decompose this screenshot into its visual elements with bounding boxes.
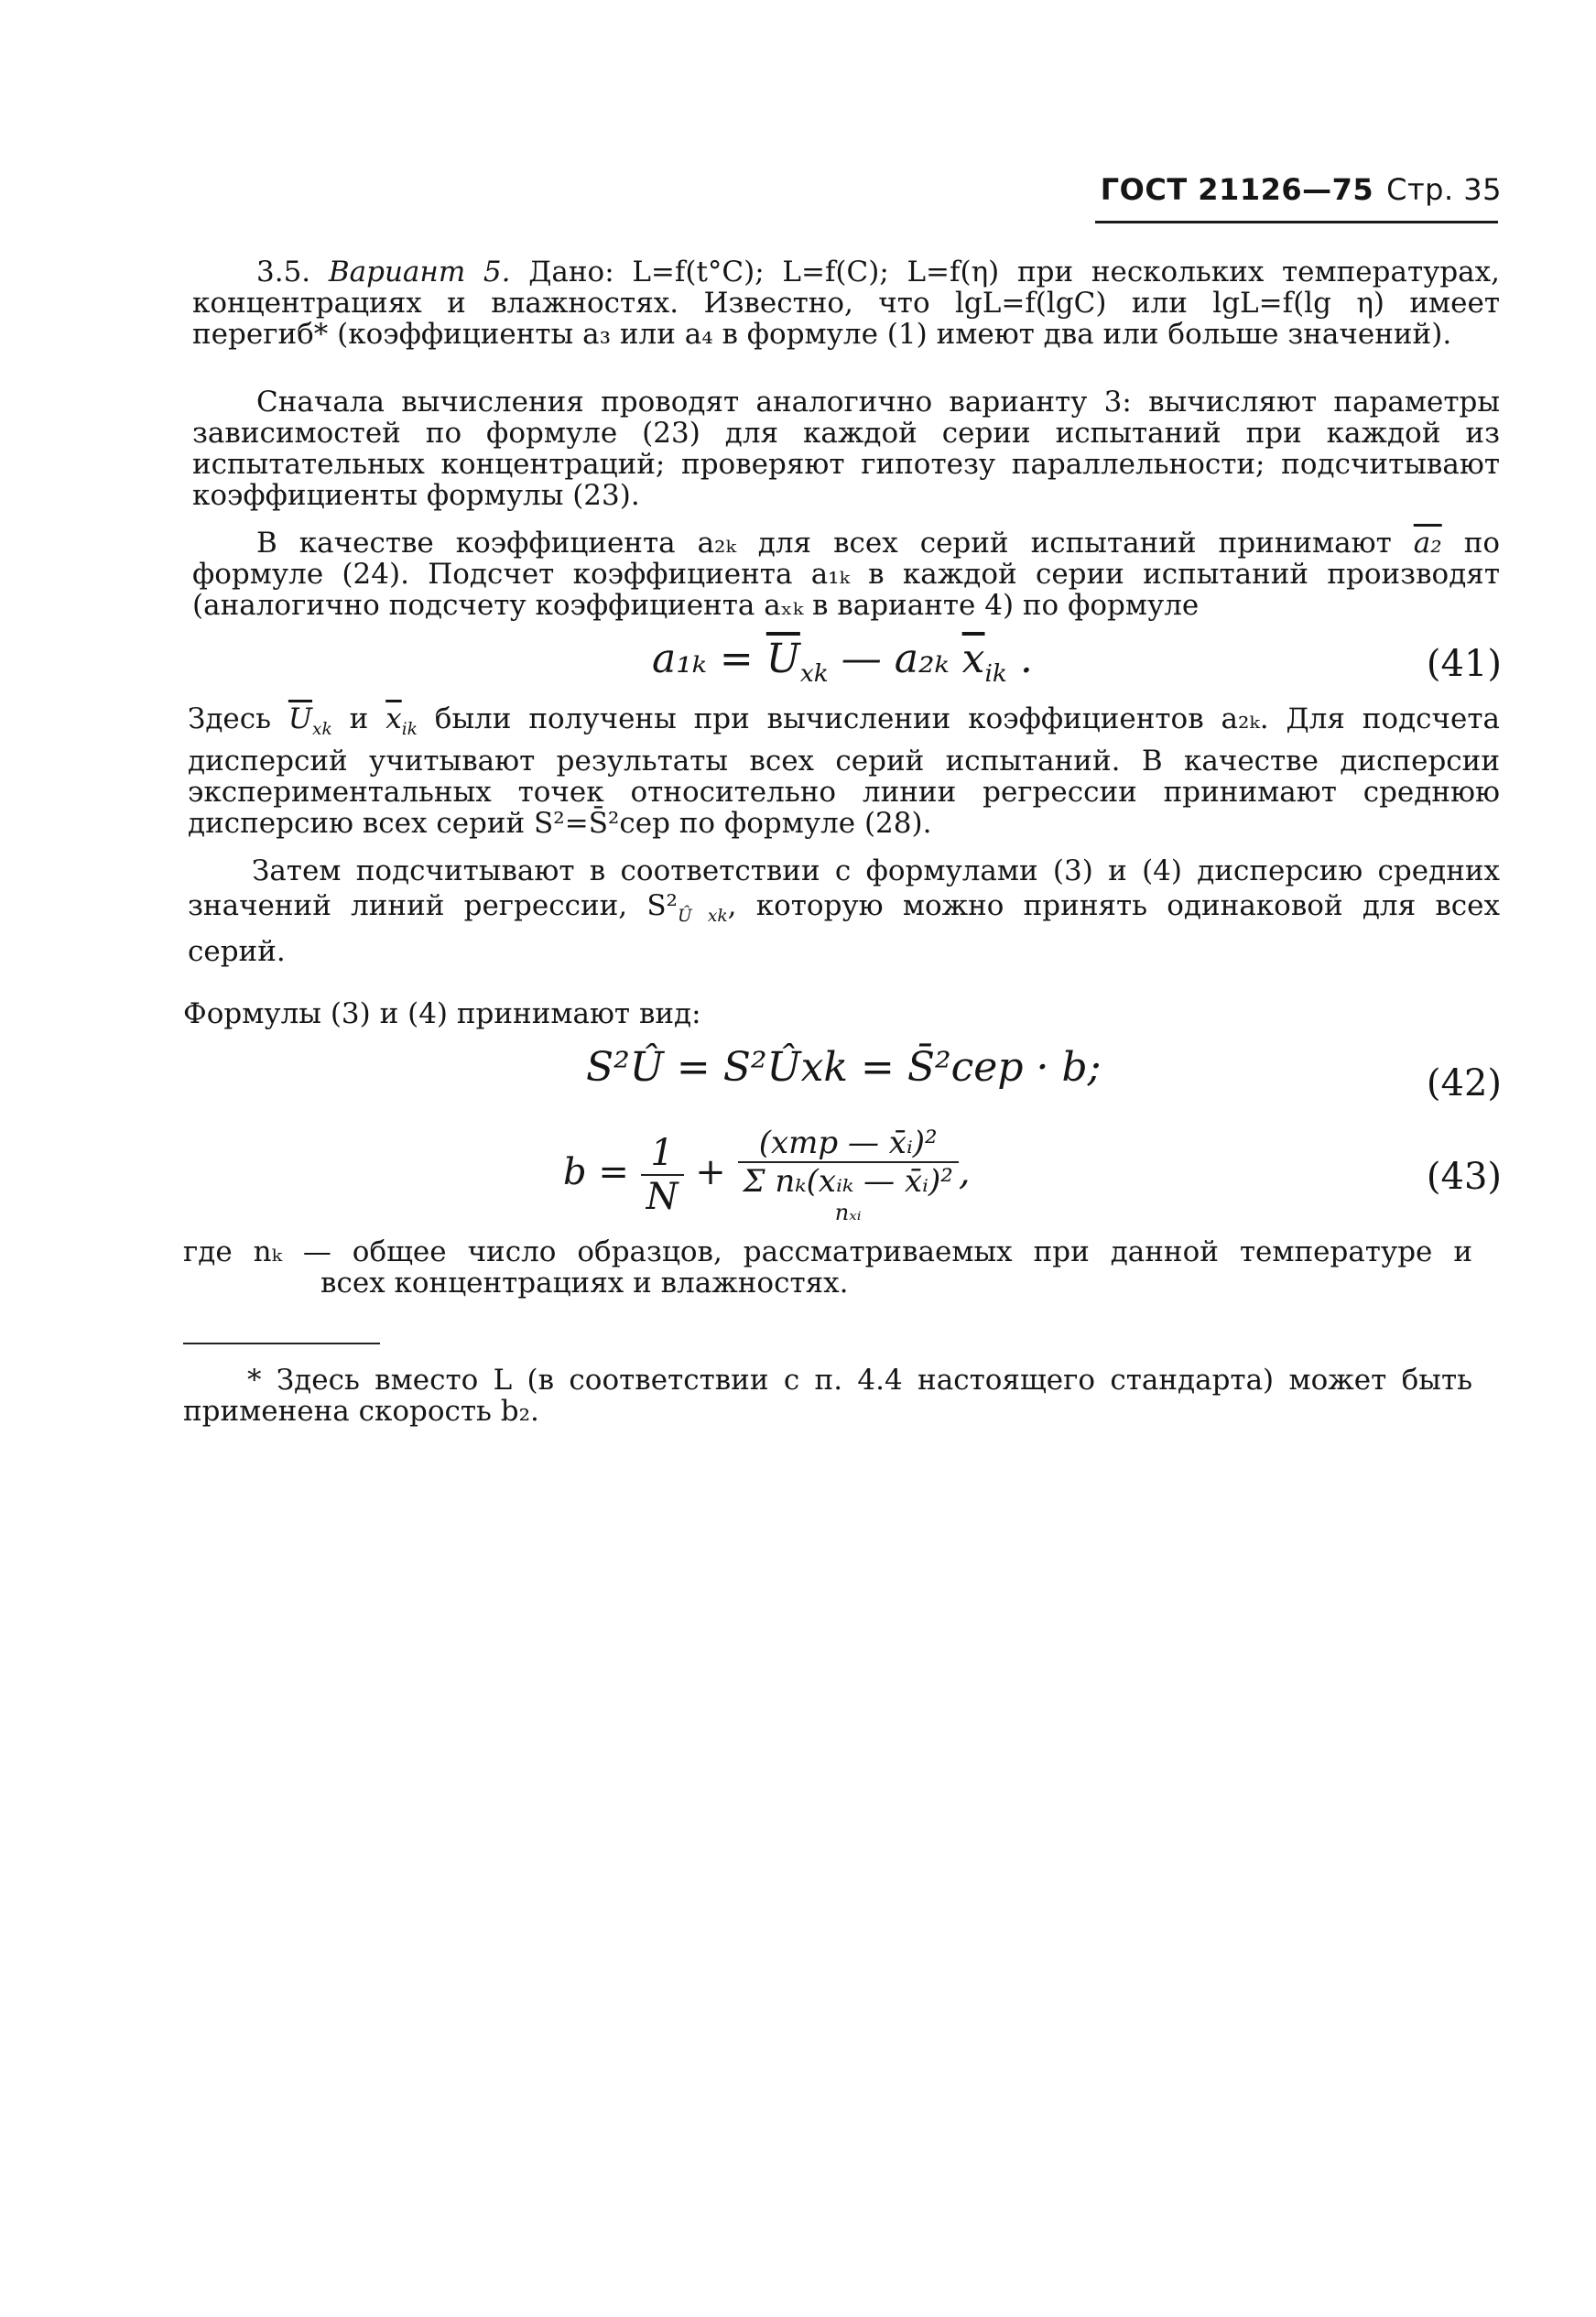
paragraph-text-b: , которую можно принять одинаковой для всех серий. bbox=[188, 889, 1500, 969]
eq43-fraction-1-denominator: N bbox=[646, 1176, 679, 1218]
variant-label: Вариант 5. bbox=[328, 256, 511, 288]
u-mean: $\overline{U}$ bbox=[288, 702, 313, 735]
paragraph-formulas-intro: Формулы (3) и (4) принимают вид: bbox=[183, 997, 701, 1030]
eq43-fraction-1-numerator: 1 bbox=[641, 1132, 684, 1176]
eq41-x: $\overline{x}$ bbox=[961, 636, 985, 682]
paragraph-method: Сначала вычисления проводят аналогично варианту 3: вычисляют параметры зависимостей по формуле (23) для каждой серии испытаний при каждой из испытательных концентраций; проверяют гипотезу параллельности; подсчитывают коэффициенты формулы (23). bbox=[192, 386, 1500, 512]
eq43-sum-index: nₓᵢ bbox=[834, 1200, 862, 1225]
header-rule bbox=[1095, 221, 1498, 223]
paragraph-regression bbox=[188, 854, 1500, 969]
equation-41 bbox=[652, 636, 1033, 688]
paragraph-coefficients bbox=[192, 528, 1500, 621]
eq41-u: $\overline{U}$ bbox=[765, 636, 800, 682]
s2-subscript: Û xk bbox=[677, 907, 728, 927]
eq43-fraction-1 bbox=[641, 1132, 684, 1218]
equation-number-41: (41) bbox=[1426, 643, 1502, 685]
eq43-fraction-2 bbox=[738, 1125, 959, 1225]
eq41-end: . bbox=[1019, 636, 1033, 682]
paragraph-text-a: В качестве коэффициента a₂ₖ для всех серий испытаний принимают bbox=[256, 527, 1392, 560]
x-mean-sub: ik bbox=[401, 720, 418, 740]
eq43-comma: , bbox=[958, 1151, 971, 1193]
section-number: 3.5. bbox=[256, 256, 311, 288]
eq43-fraction-2-denominator: Σ nₖ(xᵢₖ — x̄ᵢ)² bbox=[743, 1163, 953, 1200]
a2-mean: a₂ bbox=[1413, 527, 1442, 560]
paragraph-text-a: Затем подсчитывают в соответствии с формулами (3) и (4) дисперсию средних значений линий регрессии, S² bbox=[188, 854, 1500, 922]
paragraph-dispersion bbox=[188, 703, 1500, 839]
paragraph-where bbox=[183, 1236, 1472, 1299]
footnote: * Здесь вместо L (в соответствии с п. 4.4 настоящего стандарта) может быть применена скорость b₂. bbox=[183, 1364, 1472, 1428]
paragraph-text-b: были получены при вычислении коэффициентов a₂ₖ. Для подсчета дисперсий учитывают результаты всех серий испытаний. В качестве дисперсии экспериментальных точек относительно линии регрессии принимают среднюю дисперсию всех серий S²=S̄²сер по формуле (28). bbox=[188, 702, 1501, 841]
eq41-mid: — a₂ₖ bbox=[841, 636, 950, 682]
equation-number-43: (43) bbox=[1426, 1156, 1502, 1198]
eq41-lhs: a₁ₖ = bbox=[652, 636, 754, 682]
where-line-1: где nₖ — общее число образцов, рассматриваемых при данной температуре и bbox=[183, 1235, 1472, 1268]
eq41-x-sub: ik bbox=[984, 658, 1007, 688]
where-line-2: всех концентрациях и влажностях. bbox=[320, 1267, 849, 1300]
paragraph-text-b: по формуле (24). Подсчет коэффициента a₁ₖ в каждой серии испытаний производят (аналогично подсчету коэффициента aₓₖ в варианте 4) по формуле bbox=[192, 527, 1501, 622]
equation-43 bbox=[563, 1125, 971, 1225]
eq43-lhs: b = bbox=[563, 1151, 629, 1193]
paragraph-text-a: Здесь bbox=[188, 702, 271, 735]
paragraph-variant-5 bbox=[192, 256, 1500, 350]
eq41-u-sub: xk bbox=[799, 658, 829, 688]
eq43-fraction-2-numerator: (xтр — x̄ᵢ)² bbox=[738, 1125, 959, 1163]
conjunction: и bbox=[349, 702, 369, 735]
equation-42: S²Û = S²Ûxk = S̄²сер · b; bbox=[586, 1044, 1102, 1091]
footnote-rule bbox=[183, 1343, 380, 1344]
u-mean-sub: xk bbox=[312, 720, 332, 740]
page-header bbox=[916, 172, 1502, 207]
standard-title: ГОСТ 21126—75 bbox=[1100, 172, 1374, 207]
x-mean: $\overline{x}$ bbox=[385, 702, 402, 735]
equation-number-42: (42) bbox=[1426, 1062, 1502, 1104]
paragraph-text: Дано: L=f(t°C); L=f(C); L=f(η) при нескольких температурах, концентрациях и влажностях. Известно, что lgL=f(lgC) или lgL=f(lg η) имеет перегиб* (коэффициенты a₃ или a₄ в формуле (1) имеют два или больше значений). bbox=[192, 256, 1500, 351]
page-number: Стр. 35 bbox=[1386, 172, 1502, 207]
eq43-plus: + bbox=[695, 1151, 726, 1193]
